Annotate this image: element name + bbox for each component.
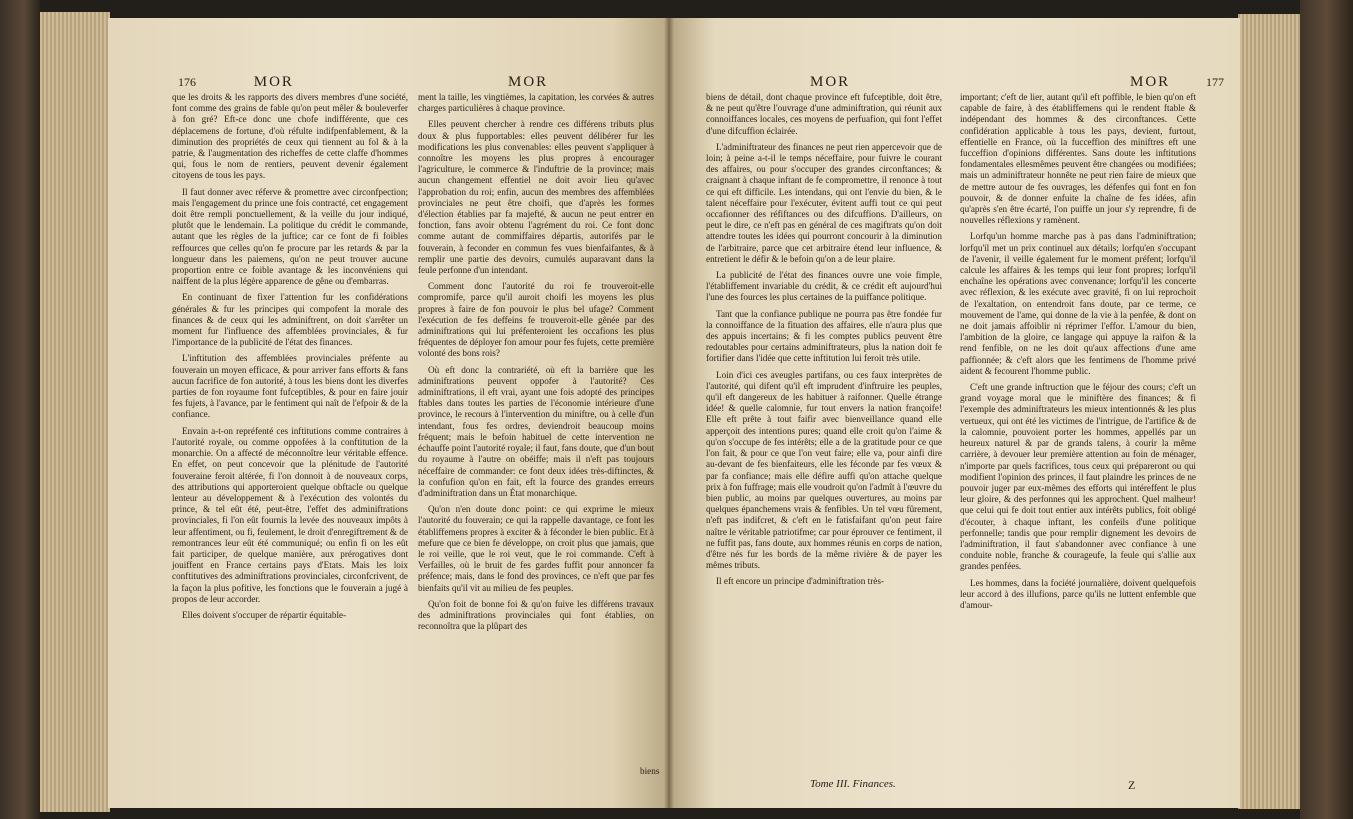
right-page-header-right: MOR 177 bbox=[1130, 74, 1224, 90]
paragraph: Tant que la confiance publique ne pourra pas être fondée fur la connoiffance de la fituation des affaires, elle n'aura plus que des appuis incertains; & fi les comptes publics peuvent être redoutables pour certains adminiftrateurs, plus la nation doit fe fortifier dans l'idée que cette inftitution lui feroit très utile. bbox=[706, 308, 942, 364]
right-page-column-1 bbox=[706, 92, 942, 593]
right-page-column-2 bbox=[960, 92, 1196, 616]
paragraph: Où eft donc la contrariété, où eft la barrière que les adminiftrations peuvent oppofer à l'autorité? Ces adminiftrations, il eft vrai, ayant une fois adopté des principes ftables dans toutes les parties de l'économie intérieure d'une province, le recours à l'intervention du miniftre, ou à celle d'un intendant, fous fes ordres, deviendroit beaucoup moins fréquent; mais le befoin habituel de cette intervention ne échauffe point l'autorité royale; il faut, fans doute, que d'un bout du royaume à l'autre on obéiffe; mais il n'eft pas toujours néceffaire de commander: ce font deux idées très-diftinctes, & la confufion qu'on en fait, eft la fource des grandes erreurs d'adminiftration dans un État monarchique. bbox=[418, 364, 654, 498]
paragraph: Lorfqu'un homme marche pas à pas dans l'adminiftration; lorfqu'il met un prix continuel aux détails; lorfqu'en s'occupant de l'avenir, il veille également fur le moment préfent; lorfqu'il calcule les affaires & les temps qui leur font propres; lorfqu'il enchaîne les opérations avec convenance; lorfqu'il les concerte avec réflexion, & les exécute avec gravité, fi on lui reprochoit de l'exaltation, on entendroit fans doute, par ce terme, ce mouvement de l'ame, qui donne de la vie à la penfée, & dont on ne doit jamais affoiblir ni réprimer l'effor. L'amour du bien, l'ambition de la gloire, ce langage qui appuye la raifon & la rend fenfible, on ne les doit qu'aux affections d'une ame paffionnée; & c'eft alors que les fentimens de l'homme privé aident & fecourent l'homme public. bbox=[960, 231, 1196, 376]
paragraph: Il eft encore un principe d'adminiftration très- bbox=[716, 576, 884, 587]
paragraph: Qu'on foit de bonne foi & qu'on fuive les différens travaux des adminiftrations provinciales qui font établies, on reconnoîtra que la plûpart des bbox=[418, 598, 654, 632]
book-cover-right bbox=[1300, 0, 1353, 819]
left-page-number: 176 bbox=[178, 75, 196, 89]
paragraph: biens de détail, dont chaque province eft fufceptible, doit être, & ne peut qu'être l'ouvrage d'une adminiftration, qui réunit aux connoiffances locales, ces moyens de perfuafion, qui font l'effet d'une difcuffion éclairée. bbox=[706, 92, 942, 136]
paragraph: En continuant de fixer l'attention fur les confidérations générales & fur les principes qui compofent la morale des finances & de ceux qui les adminiftrent, on doit s'arrêter un moment fur l'influence des affemblées provinciales, & fur l'importance de la publicité de l'état des finances. bbox=[172, 292, 408, 348]
paragraph: Les hommes, dans la fociété journalière, doivent quelquefois leur accord à des illufions, parce qu'ils ne luttent enfemble que d'amour- bbox=[960, 577, 1196, 610]
page-edges-left bbox=[40, 12, 110, 812]
left-page-catchword: biens bbox=[640, 766, 660, 776]
paragraph: Elles peuvent chercher à rendre ces différens tributs plus doux & plus fupportables: elles peuvent délibérer fur les modifications les plus convenables: elles peuvent s'appliquer à connoître les moyens les plus propres à encourager l'agriculture, le commerce & l'induftrie de la province; mais aucun changement effentiel ne doit avoir lieu qu'avec l'approbation du roi; enfin, aucun des membres des affemblées provinciales ne peut être choifi, que d'après les formes d'élection établies par fa majefté, & aucun ne peut entrer en fonction, fans avoir obtenu l'agrément du roi. Ce font donc comme autant de commiffaires départis, autorifés par le fouverain, à feconder en commun fes vues bienfaifantes, & à remplir une partie des devoirs, cumulés auparavant dans la feule perfonne d'un intendant. bbox=[418, 119, 654, 276]
paragraph: Envain a-t-on repréfenté ces inftitutions comme contraires à l'autorité royale, ou comme oppofées à la conftitution de la monarchie. On a affecté de méconnoître leur véritable effence. En effet, on peut concevoir que la plénitude de l'autorité fouveraine feroit altérée, fi l'on donnoit à de nouveaux corps, des attributions qui apporteroient quelque obftacle ou quelque lenteur au développement & à l'exécution des volontés du prince, & tel eût été, peut-être, l'effet des adminiftrations provinciales, fi l'on eût fournis la levée des nouveaux impôts à leur affentiment, ou fi, feulement, le droit d'enregiftrement & de remontrances leur eût été communiqué; ou enfin fi on les eût fait participer, de quelque manière, aux prérogatives dont jouiffent en France certains pays d'Etats. Mais les loix conftitutives des adminiftrations provinciales, circonfcrivent, de la façon la plus pofitive, les fonctions que le fouverain a jugé à propos de leur accorder. bbox=[172, 425, 408, 604]
paragraph: La publicité de l'état des finances ouvre une voie fimple, l'établiffement invariable du crédit, & ce crédit eft aujourd'hui l'une des fources les plus certaines de la puiffance politique. bbox=[706, 270, 942, 303]
paragraph: que les droits & les rapports des divers membres d'une société, font comme des grains de fable qu'on peut mêler & bouleverfer à fon gré? Eft-ce donc une chofe indifférente, que ces déplacemens de fortune, d'où réfulte indifpenfablement, & la diminution des propriétés de ceux qui tiennent au fol & à la patrie, & l'augmentation des richeffes de cette claffe d'hommes qui, fous le nom de rentiers, peuvent devenir également citoyens de tous les pays. bbox=[172, 92, 408, 181]
page-edges-right bbox=[1238, 14, 1308, 809]
left-page-header-left: 176 MOR bbox=[178, 74, 294, 90]
book-cover-left bbox=[0, 0, 40, 819]
book-gutter bbox=[664, 18, 674, 808]
right-page-signature: Z bbox=[1128, 778, 1136, 792]
paragraph: Loin d'ici ces aveugles partifans, ou ces faux interprètes de l'autorité, qui difent qu'il eft imprudent d'inftruire les peuples, qu'il eft dangereux de les habituer à raifonner. Quelle étrange idée! & quelle calomnie, fur tout envers la nation françoife! Elle eft prête à tout faifir avec bienveillance quand elle apperçoit des intentions pures; quand elle croit qu'on l'aime & qu'on s'occupe de fes intérêts; elle a de la gratitude pour ce que l'on fait, & pour ce que l'on veut faire; elle va, pour ainfi dire au-devant de fes bienfaiteurs, elle les féconde par fes vœux & par fa confiance; mais elle défire auffi qu'on attache quelque prix à fon fuffrage; mais elle voudroit qu'on l'admît à l'œuvre du bien public, au moins par quelques ouvertures, au moins par quelques épanchemens vrais & fenfibles. Un tel vœu fûrement, n'eft pas indifcret, & c'eft en le fatisfaifant qu'on peut faire naître le véritable patriotifme; car pour éprouver ce fentiment, il ne fuffit pas, fans doute, aux hommes réunis en corps de nation, d'être nés fur les bords de la même rivière & de payer les mêmes tributs. bbox=[706, 369, 942, 571]
paragraph: important; c'eft de lier, autant qu'il eft poffible, le bien qu'on eft capable de faire, à des établiffemens qui le rendent ftable & indépendant des hommes & des circonftances. Cette confidération applicable à tous les pays, devient, furtout, effentielle en France, où la fucceffion des miniftres eft une fucceffion d'opinions différentes. Sans doute les inftitutions fondamentales ellesmêmes peuvent être changées ou modifiées; mais un adminiftrateur honnête ne peut rien faire de mieux que de mettre autour de fes ouvrages, les défenfes qui font en fon pouvoir, & de donner enfuite la chaîne de fes idées, afin qu'après s'en être écarté, l'on puiffe un jour s'y reprendre, fi de nouvelles réflexions y ramènent. bbox=[960, 92, 1196, 226]
paragraph: Elles doivent s'occuper de répartir équitable- bbox=[182, 609, 347, 620]
paragraph: L'inftitution des affemblées provinciales préfente au fouverain un moyen efficace, & pour arriver fans efforts & fans aucun facrifice de fon autorité, à tous les biens dont les diverfes parties de fon royaume font fufceptibles, & pour en faire jouir fes fujets, à l'avance, par le fentiment qui naît de l'efpoir & de la confiance. bbox=[172, 353, 408, 420]
paragraph: L'adminiftrateur des finances ne peut rien appercevoir que de loin; à peine a-t-il le temps néceffaire, pour fuivre le courant des affaires, ou pour s'occuper des grandes circonftances; & craignant à chaque inftant de fe compromettre, il renonce à tout ce qui eft difficile. Les intendans, qui ont l'envie du bien, & le talent néceffaire pour l'exécuter, évitent auffi tout ce qui peut occafionner des réfiftances ou des difcuffions. D'ailleurs, on peut le dire, ce n'eft pas en général de ces magiftrats qu'on doit attendre toutes les idées qui pourront concourir à la diminution de l'arbitraire, parce que cet arbitraire étend leur influence, & entretient le défir & le befoin qu'on a de leur plaire. bbox=[706, 141, 942, 264]
left-page-column-2 bbox=[418, 92, 654, 637]
paragraph: Il faut donner avec réferve & promettre avec circonfpection; mais l'engagement du prince une fois contracté, cet engagement doit être rempli ponctuellement, & la veille du jour indiqué, plutôt que le lendemain. La politique du crédit le commande, autant que les règles de la juftice; car ce font de fi foibles reffources que celles qu'on fe procure par les retards & par la longueur dans les paiemens, qu'on ne peut trouver aucune proportion entre ce foible avantage & les inconvéniens qui naiffent de la plus légère apparence de gêne ou d'embarras. bbox=[172, 186, 408, 287]
right-page-number: 177 bbox=[1205, 75, 1224, 89]
left-page-header-right: MOR bbox=[508, 74, 549, 90]
paragraph: Comment donc l'autorité du roi fe trouveroit-elle compromife, parce qu'il auroit choifi les moyens les plus propres à faire de fon pouvoir le plus bel ufage? Comment l'exécution de fes deffeins fe trouveroit-elle gênée par des adminiftrations qui lui préfenteroient les occafions les plus fréquentes de déployer fon amour pour fes fujets, cette première volonté des bons rois? bbox=[418, 281, 654, 359]
paragraph: ment la taille, les vingtièmes, la capitation, les corvées & autres charges particulières à chaque province. bbox=[418, 92, 654, 114]
paragraph: C'eft une grande inftruction que le féjour des cours; c'eft un grand voyage moral que le miniftère des finances; & fi l'exemple des adminiftrateurs les mieux intentionnés & les plus vertueux, qui ont été les victimes de l'intrigue, de l'artifice & de la calomnie, pouvoient porter les hommes, appellés par un heureux naturel & par de grands talens, à courir la même carrière, à devouer leur première attention au foin de ménager, n'importe par quels facrifices, tous ceux qui prépareront ou qui modifient l'opinion des princes, il faut plaindre les princes de ne pouvoir juger par eux-mêmes des efforts qui intéreffent le plus leur gloire, & des perfonnes qui les approchent. Quel malheur! que celui qui fe doit tout entier aux intérêts publics, foit obligé d'écouter, à chaque inftant, les confeils d'une politique perfonnelle; tandis que pour remplir dignement les devoirs de l'adminiftration, il faut s'abandonner avec confiance à une conduite noble, franche & courageufe, la feule qui s'allie aux grandes penfées. bbox=[960, 382, 1196, 572]
left-page-column-1 bbox=[172, 92, 408, 626]
paragraph: Qu'on n'en doute donc point: ce qui exprime le mieux l'autorité du fouverain; ce qui la rappelle davantage, ce font les établiffemens propres à exciter & à féconder le bien public. Et à mefure que ce bien fe développe, on croit plus que jamais, que le roi veille, que le roi veut, que le roi commande. C'eft à Verfailles, où le bruit de fes gardes fuffit pour annoncer fa préfence; mais, dans le fond des provinces, ce n'eft que par fes bienfaits qu'il vit au milieu de fes peuples. bbox=[418, 504, 654, 593]
right-page-header-left: MOR bbox=[810, 74, 851, 90]
right-page-footer: Tome III. Finances. bbox=[810, 778, 896, 790]
